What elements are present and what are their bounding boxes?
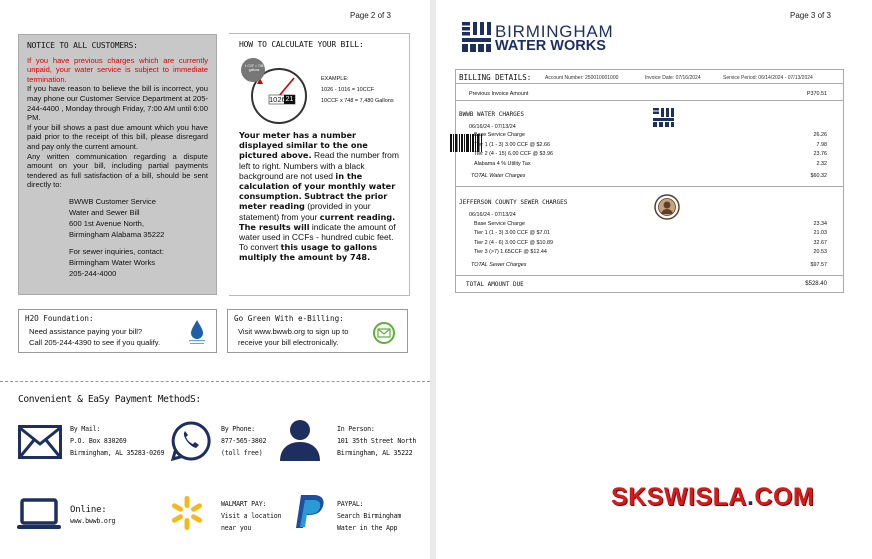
pay-walmart: WALMART PAY: Visit a location near you	[221, 500, 282, 532]
total-due-label: TOTAL AMOUNT DUE	[466, 281, 524, 288]
county-seal-icon	[654, 194, 680, 220]
h2o-title: H2O Foundation:	[25, 314, 94, 323]
sewer-line-2: Tier 1 (1 - 3) 3.00 CCF @ $7.01	[474, 230, 550, 236]
account-number: 250010001000	[585, 75, 619, 81]
example-calculation: EXAMPLE: 1026 - 1016 = 10CCF 10CCF x 748 = 7,480 Gallons	[321, 76, 394, 104]
page-number: Page 3 of 3	[790, 11, 831, 20]
sewer-total-label: TOTAL Sewer Charges	[471, 262, 527, 268]
how-to-calculate-box	[229, 33, 410, 296]
previous-invoice-amount: P370.51	[806, 91, 827, 97]
go-green-box: Go Green With e-Billing: Visit www.bwwb.org to sign up to receive your bill electronically.	[227, 309, 408, 353]
water-line-2: Tier 1 (1 - 3) 3.00 CCF @ $2.66	[474, 142, 550, 148]
sewer-line-1: Base Service Charge	[474, 221, 525, 227]
notice-body-3: Any written communication regarding a dispute amount on your bill, including partial payments tendered as full satisfaction of a bill, should be sent directly to:	[27, 151, 208, 190]
person-icon	[279, 419, 321, 461]
phone-icon	[171, 421, 211, 461]
brand-line-2: WATER WORKS	[495, 38, 606, 54]
howto-title: HOW TO CALCULATE YOUR BILL:	[239, 40, 364, 49]
water-drop-logo-icon	[187, 318, 207, 346]
water-line-3: Tier 2 (4 - 15) 6.00 CCF @ $3.96	[474, 151, 553, 157]
bwwb-small-logo-icon	[652, 108, 680, 132]
walmart-spark-icon	[169, 495, 205, 531]
sewer-contact: For sewer inquiries, contact: Birmingham Water Works 205-244-4000	[69, 246, 164, 278]
total-due-amount: $528.40	[805, 281, 827, 287]
water-line-1: Base Service Charge	[474, 132, 525, 138]
water-line-4: Alabama 4 % Utility Tax	[474, 161, 531, 167]
notice-title: NOTICE TO ALL CUSTOMERS:	[27, 41, 138, 50]
previous-invoice-label: Previous Invoice Amount	[469, 91, 529, 97]
page-number: Page 2 of 3	[350, 11, 391, 20]
pay-by-phone: By Phone: 877-565-3802 (toll free)	[221, 425, 267, 457]
bill-page-2	[0, 0, 430, 559]
laptop-icon	[16, 498, 62, 532]
bill-page-3	[436, 0, 872, 559]
service-period: 06/14/2024 - 07/13/2024	[758, 75, 813, 81]
billing-title: BILLING DETAILS:	[459, 73, 532, 82]
water-total-label: TOTAL Water Charges	[471, 173, 526, 179]
notice-body-2: If your bill shows a past due amount which you have paid prior to the receipt of this bill, please disregard and pay only the current amount.	[27, 122, 208, 151]
howto-description: Your meter has a number displayed similar to the one pictured above. Read the number from left to right. Numbers with a black background are not used in the calculation of your monthly water consumption. Subtract the prior meter reading (provided in your statement) from your current reading. The results will indicate the amount of water used in CCFs - hundred cubic feet. To convert this usage to gallons multiply the amount by 748.	[239, 130, 399, 263]
dispute-address: BWWB Customer Service Water and Sewer Bill 600 1st Avenue North, Birmingham Alabama 35222	[69, 196, 165, 239]
notice-body-1: If you have reason to believe the bill is incorrect, you may phone our Customer Service Department at 205-244-4400 , Monday through Friday, 7:00 AM until 6:00 PM.	[27, 84, 208, 123]
bwwb-logo-icon	[462, 22, 492, 52]
sewer-line-4: Tier 3 (>7) 1.65CCF @ $12.44	[474, 249, 547, 255]
pay-online: Online: www.bwwb.org	[70, 505, 116, 525]
meter-reading: 1026	[269, 95, 286, 104]
sewer-line-3: Tier 2 (4 - 6) 3.00 CCF @ $10.89	[474, 240, 553, 246]
billing-header: BILLING DETAILS: Account Number: 250010001000 Invoice Date: 07/16/2024 Service Period: 06/14/2024 - 07/13/2024	[456, 70, 843, 84]
watermark: SKSWISLA.COM	[611, 483, 815, 511]
meter-illustration	[239, 56, 309, 126]
h2o-foundation-box: H2O Foundation: Need assistance paying your bill? Call 205-244-4390 to see if you qualify.	[18, 309, 217, 353]
notice-box	[18, 34, 217, 295]
brand-logo	[462, 22, 614, 57]
termination-warning: If you have previous charges which are currently unpaid, your water service is subject to immediate termination.	[27, 55, 208, 84]
water-total: $60.32	[810, 173, 827, 179]
payment-methods-title: Convenient & EaSy Payment MethodS:	[18, 394, 201, 405]
meter-reading-ignored: 21	[285, 96, 294, 103]
pay-paypal: PAYPAL: Search Birmingham Water in the App	[337, 500, 402, 532]
meter-badge: 1 CCF = 748 gallons	[244, 64, 264, 72]
water-charges-title: BWWB WATER CHARGES	[459, 111, 525, 118]
pay-by-mail: By Mail: P.O. Box 830269 Birmingham, AL 35283-0269	[70, 425, 165, 457]
billing-details-table: BILLING DETAILS: Account Number: 250010001000 Invoice Date: 07/16/2024 Service Period: 06/14/2024 - 07/13/2024 Previous Invoice Amount P370.51 BWWB WATER CHARGES 06/16/24 - 07/13/24 Base Service Charge 26.26 Tier 1 (1 - 3) 3.00 CCF @ $2.66 7.98 Tier 2 (4 - 15) 6.00 CCF @ $3.96 23.76 Alabama 4 % Utility Tax 2.32 TOTAL Water Charges $60.32 JEFFERSON COUNTY SEWER CHARGES 06/16/24 - 07/13/24 Base Service Charge 23.34 Tier 1 (1 - 3) 3.00 CCF @ $7.01 21.03 Tier 2 (4 - 6) 3.00 CCF @ $10.89 32.67 Tier 3 (>7) 1.65CCF @ $12.44 20.53 TOTAL Sewer Charges $97.57 TOTAL AMOUNT DUE $528.40	[455, 69, 844, 293]
pay-in-person: In Person: 101 35th Street North Birmingham, AL 35222	[337, 425, 417, 457]
paypal-icon	[293, 493, 327, 531]
green-title: Go Green With e-Billing:	[234, 314, 344, 323]
mail-icon	[18, 425, 62, 459]
sewer-total: $97.57	[810, 262, 827, 268]
ebill-leaf-icon	[373, 322, 395, 344]
brand-line-1: BIRMINGHAM	[495, 22, 614, 41]
invoice-date: 07/16/2024	[675, 75, 701, 81]
sewer-charges-title: JEFFERSON COUNTY SEWER CHARGES	[459, 199, 568, 206]
tear-line	[0, 381, 430, 382]
